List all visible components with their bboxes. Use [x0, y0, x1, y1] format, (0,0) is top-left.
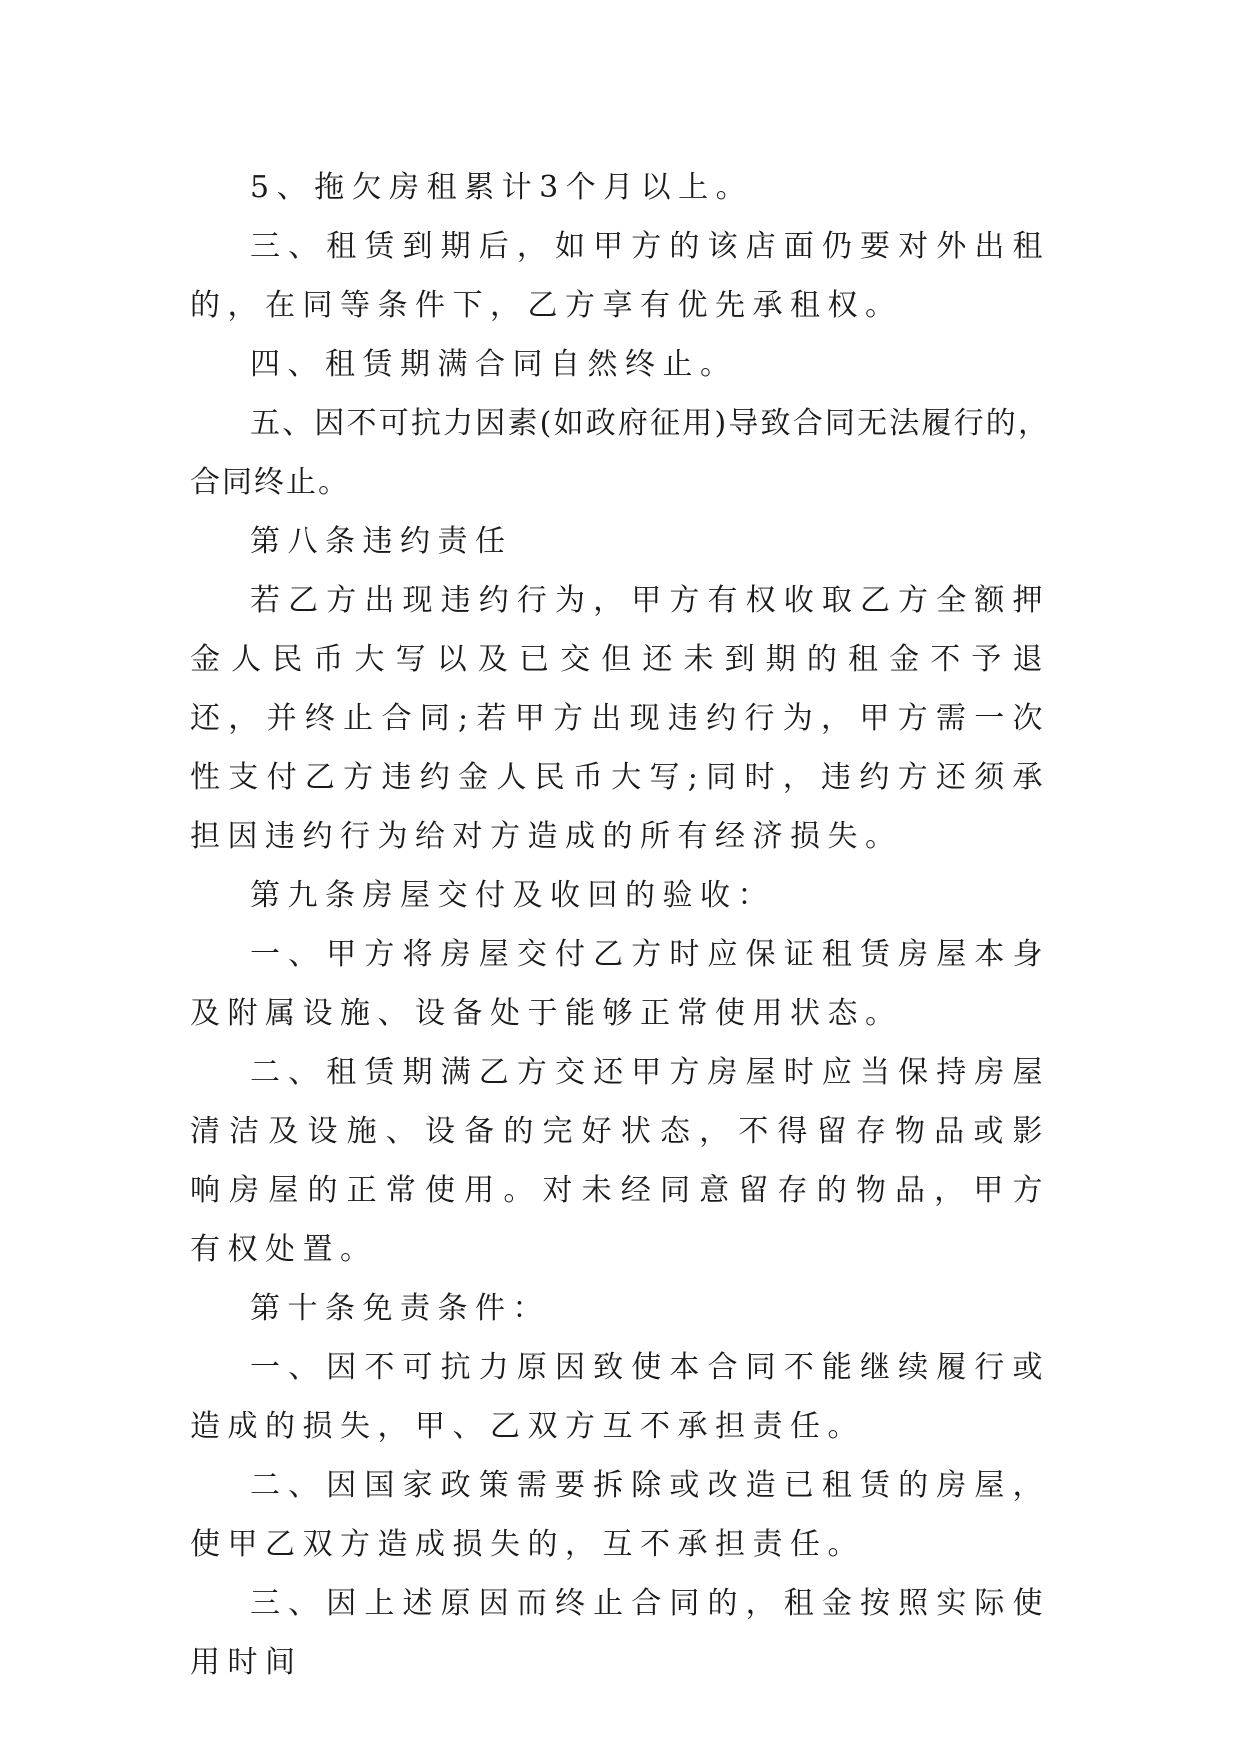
- section-heading-article-10: 第十条免责条件：: [250, 1291, 550, 1326]
- paragraph-priority-lease: 三、租赁到期后，如甲方的该店面仍要对外出租的，在同等条件下，乙方享有优先承租权。: [190, 229, 1050, 323]
- paragraph-lease-expiry: 四、租赁期满合同自然终止。: [250, 347, 738, 382]
- paragraph-policy-demolition: 二、因国家政策需要拆除或改造已租赁的房屋，使甲乙双方造成损失的，互不承担责任。: [190, 1468, 1050, 1562]
- paragraph-force-majeure-exemption: 一、因不可抗力原因致使本合同不能继续履行或造成的损失，甲、乙双方互不承担责任。: [190, 1350, 1050, 1444]
- section-heading-article-8: 第八条违约责任: [250, 524, 513, 559]
- paragraph-rent-arrears: 5、拖欠房租累计3个月以上。: [250, 170, 754, 205]
- paragraph-return-condition: 二、租赁期满乙方交还甲方房屋时应当保持房屋清洁及设施、设备的完好状态，不得留存物品或影响房屋的正常使用。对未经同意留存的物品，甲方有权处置。: [190, 1055, 1050, 1267]
- paragraph-handover-condition: 一、甲方将房屋交付乙方时应保证租赁房屋本身及附属设施、设备处于能够正常使用状态。: [190, 937, 1050, 1031]
- paragraph-breach-liability: 若乙方出现违约行为，甲方有权收取乙方全额押金人民币大写以及已交但还未到期的租金不予退还，并终止合同;若甲方出现违约行为，甲方需一次性支付乙方违约金人民币大写;同时，违约方还须承担因违约行为给对方造成的所有经济损失。: [190, 583, 1050, 854]
- paragraph-rent-settlement: 三、因上述原因而终止合同的，租金按照实际使用时间: [190, 1586, 1050, 1680]
- paragraph-force-majeure-termination: 五、因不可抗力因素(如政府征用)导致合同无法履行的，合同终止。: [190, 406, 1050, 500]
- document-body: [190, 158, 1050, 1692]
- section-heading-article-9: 第九条房屋交付及收回的验收：: [250, 878, 775, 913]
